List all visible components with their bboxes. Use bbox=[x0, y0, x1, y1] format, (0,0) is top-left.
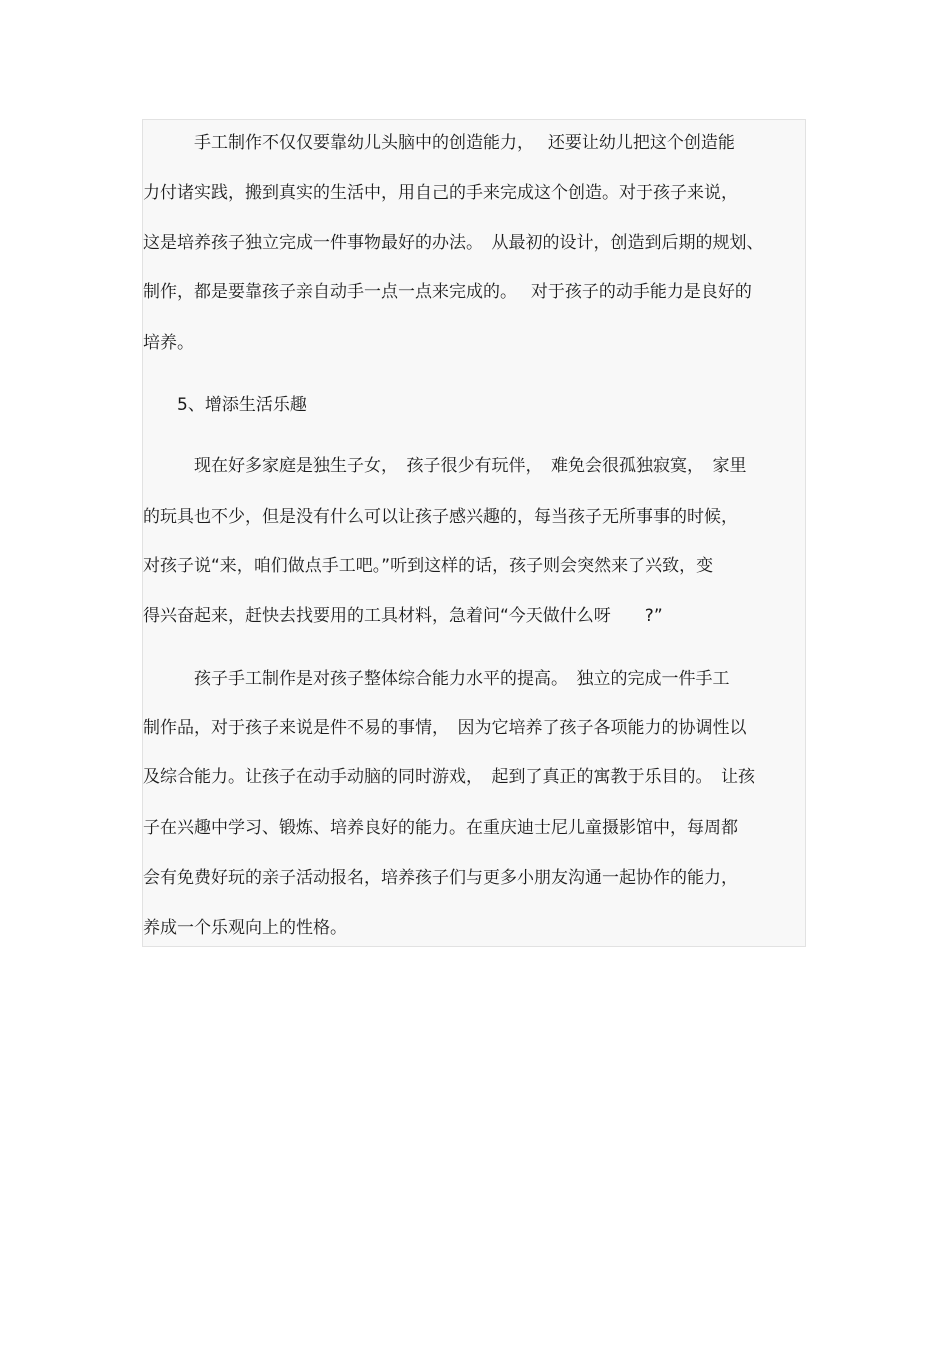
paragraph-1-line-3: 这是培养孩子独立完成一件事物最好的办法。 从最初的设计，创造到后期的规划、 bbox=[143, 233, 764, 253]
paragraph-3-line-1: 孩子手工制作是对孩子整体综合能力水平的提高。 独立的完成一件手工 bbox=[143, 669, 730, 689]
paragraph-3-line-5: 会有免费好玩的亲子活动报名，培养孩子们与更多小朋友沟通一起协作的能力， bbox=[143, 868, 738, 888]
section-heading: 5、增添生活乐趣 bbox=[143, 395, 307, 415]
paragraph-1-line-2: 力付诸实践，搬到真实的生活中，用自己的手来完成这个创造。对于孩子来说， bbox=[143, 183, 738, 203]
paragraph-3-line-6: 养成一个乐观向上的性格。 bbox=[143, 918, 347, 938]
article-text-box bbox=[142, 119, 806, 947]
paragraph-2-line-2: 的玩具也不少，但是没有什么可以让孩子感兴趣的，每当孩子无所事事的时候， bbox=[143, 507, 738, 527]
paragraph-3-line-2: 制作品，对于孩子来说是件不易的事情， 因为它培养了孩子各项能力的协调性以 bbox=[143, 718, 747, 738]
paragraph-2-line-1: 现在好多家庭是独生子女， 孩子很少有玩伴， 难免会很孤独寂寞， 家里 bbox=[143, 456, 747, 476]
paragraph-3-line-3: 及综合能力。让孩子在动手动脑的同时游戏， 起到了真正的寓教于乐目的。 让孩 bbox=[143, 767, 755, 787]
paragraph-3-line-4: 子在兴趣中学习、锻炼、培养良好的能力。在重庆迪士尼儿童摄影馆中，每周都 bbox=[143, 818, 738, 838]
paragraph-1-line-4: 制作，都是要靠孩子亲自动手一点一点来完成的。 对于孩子的动手能力是良好的 bbox=[143, 282, 752, 302]
paragraph-2-line-3: 对孩子说“来，咱们做点手工吧。”听到这样的话，孩子则会突然来了兴致，变 bbox=[143, 556, 714, 576]
paragraph-1-line-1: 手工制作不仅仅要靠幼儿头脑中的创造能力， 还要让幼儿把这个创造能 bbox=[143, 133, 735, 153]
paragraph-1-line-5: 培养。 bbox=[143, 333, 194, 353]
paragraph-2-line-4: 得兴奋起来，赶快去找要用的工具材料，急着问“今天做什么呀 ?” bbox=[143, 606, 663, 626]
